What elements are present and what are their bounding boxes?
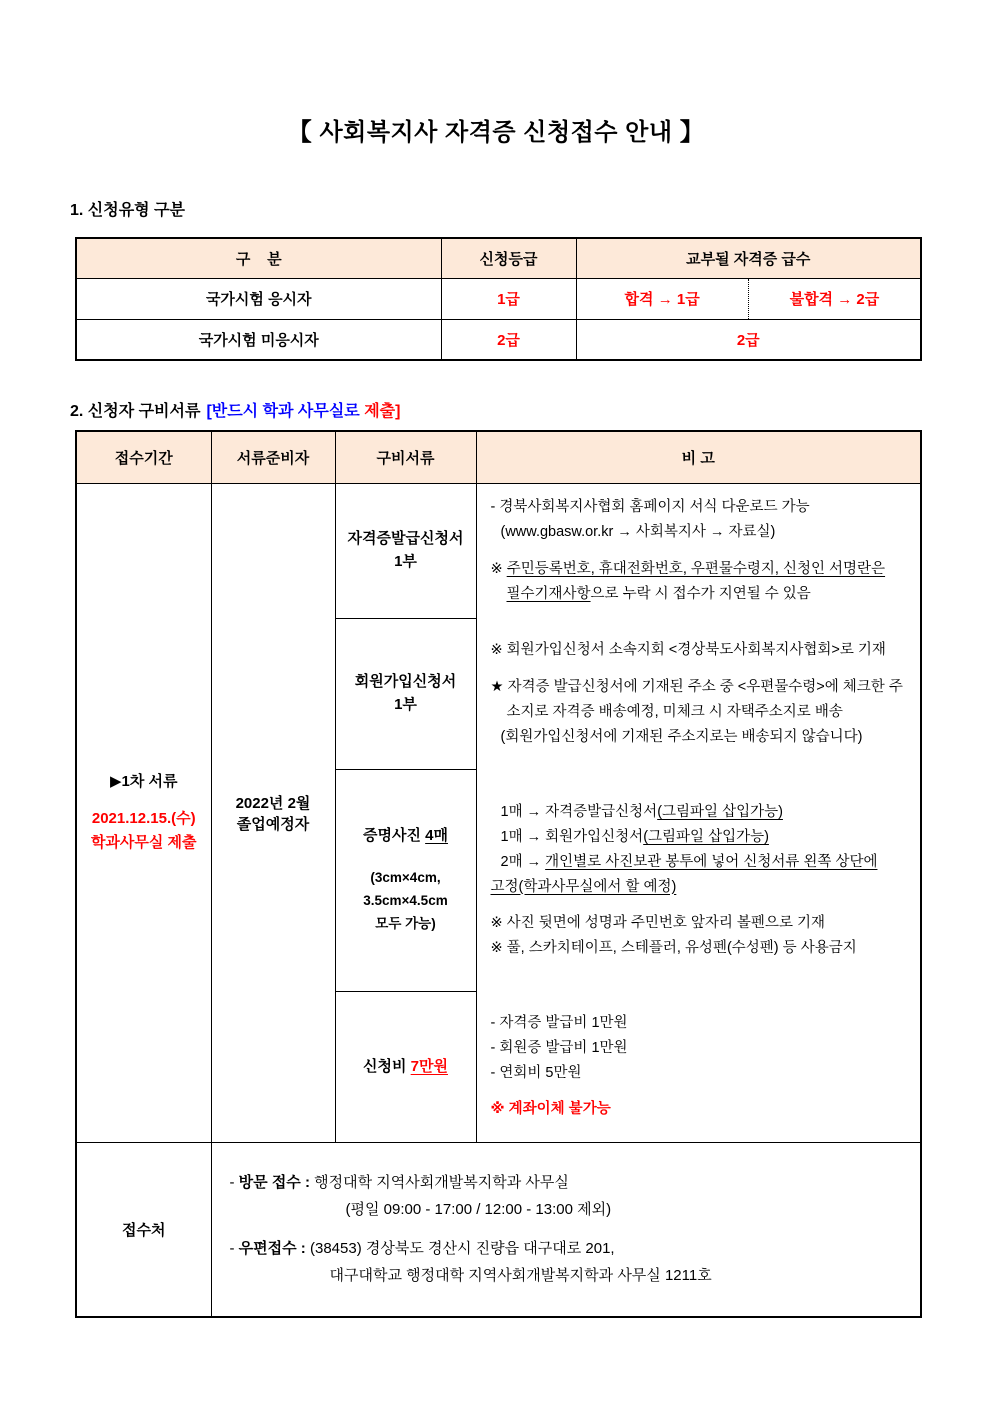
doc1-qty: 1부: [394, 552, 417, 570]
header-documents: 구비서류: [335, 431, 476, 483]
preparer-line2: 졸업예정자: [236, 815, 310, 833]
note3-line2: 1매 → 회원가입신청서(그림파일 삽입가능): [500, 828, 769, 845]
note3-line5: ※ 사진 뒷면에 성명과 주민번호 앞자리 볼펜으로 기재: [490, 915, 825, 932]
cell-exam-taker-issued: [576, 278, 921, 319]
receipt-mail-line: - 우편접수 : (38453) 경상북도 경산시 진량읍 대구대로 201,: [229, 1240, 615, 1258]
section2-heading-note-red: 제출]: [359, 403, 401, 420]
note1-line2: (www.gbasw.or.kr → 사회복지사 → 자료실): [500, 524, 776, 541]
period-date: 2021.12.15.(수): [91, 810, 196, 827]
note4-line3: - 연회비 5만원: [490, 1064, 582, 1081]
note1-line3: ※ 주민등록번호, 휴대전화번호, 우편물수령지, 신청인 서명란은: [490, 561, 886, 577]
doc2-qty: 1부: [394, 695, 417, 713]
receipt-row: [76, 1142, 921, 1317]
note-fees: [477, 992, 921, 1142]
cell-fail-result: 불합격 → 2급: [748, 279, 920, 319]
doc4-fee-line: 신청비 7만원: [363, 1057, 448, 1075]
cell-nontaker-grade: 2급: [441, 319, 576, 360]
note2-line1: ※ 회원가입신청서 소속지회 <경상북도사회복지사협회>로 기재: [490, 642, 886, 659]
cell-preparer: [211, 483, 335, 1142]
header-period: 접수기간: [76, 431, 211, 483]
cell-doc-membership-form: [335, 618, 476, 769]
row-exam-nontaker: [76, 319, 921, 360]
note1-line1: - 경북사회복지사협회 홈페이지 서식 다운로드 가능: [490, 499, 810, 516]
cell-exam-taker-grade: 1급: [441, 278, 576, 319]
cell-nontaker-label: 국가시험 미응시자: [76, 319, 441, 360]
note4-line4: ※ 계좌이체 불가능: [490, 1101, 611, 1118]
doc3-size3: 모두 가능): [375, 916, 436, 932]
preparer-line1: 2022년 2월: [235, 794, 311, 812]
doc3-name: 증명사진 4매: [363, 826, 448, 844]
header-category: 구 분: [76, 238, 441, 278]
cell-receipt-label: 접수처: [76, 1142, 211, 1317]
row-exam-taker: [76, 278, 921, 319]
section2-heading: [70, 398, 400, 421]
apply-type-header-row: [76, 238, 921, 278]
section2-heading-text: 2. 신청자 구비서류: [70, 403, 201, 420]
required-docs-header-row: [76, 431, 921, 483]
cell-period: [76, 483, 211, 1142]
doc3-size1: (3cm×4cm,: [370, 870, 441, 886]
note2-line4: (회원가입신청서에 기재된 주소지로는 배송되지 않습니다): [500, 728, 863, 745]
note3-line3: 2매 → 개인별로 사진보관 봉투에 넣어 신청서류 왼쪽 상단에: [500, 853, 878, 870]
note3-line6: ※ 풀, 스카치테이프, 스테플러, 유성펜(수성펜) 등 사용금지: [490, 940, 857, 957]
note1-line4: 필수기재사항으로 누락 시 접수가 지연될 수 있음: [506, 585, 811, 602]
cell-pass-result: 합격 → 1급: [624, 291, 700, 308]
cell-exam-taker-label: 국가시험 응시자: [76, 278, 441, 319]
note2-line2: ★ 자격증 발급신청서에 기재된 주소 중 <우편물수령>에 체크한 주: [490, 679, 903, 696]
cell-receipt-info: [211, 1142, 921, 1317]
apply-type-table: [75, 237, 922, 361]
doc3-size2: 3.5cm×4.5cm: [363, 893, 448, 909]
section1-heading: [70, 197, 185, 220]
cell-remarks: [476, 483, 921, 1142]
note-certificate-form: [477, 484, 921, 619]
section2-heading-note-blue: [반드시 학과 사무실로: [206, 403, 360, 420]
note3-line1: 1매 → 자격증발급신청서(그림파일 삽입가능): [500, 803, 783, 820]
header-issued-grade: 교부될 자격증 급수: [576, 238, 921, 278]
note4-line2: - 회원증 발급비 1만원: [490, 1039, 628, 1056]
cell-doc-certificate-form: [335, 483, 476, 618]
header-preparer: 서류준비자: [211, 431, 335, 483]
note2-line3: 소지로 자격증 배송예정, 미체크 시 자택주소지로 배송: [506, 704, 843, 720]
header-apply-grade: 신청등급: [441, 238, 576, 278]
page-title: 【 사회복지사 자격증 신청접수 안내 】: [287, 119, 705, 146]
note-membership-form: [477, 619, 921, 770]
period-title: ▶1차 서류: [109, 773, 178, 790]
section1-heading-text: 1. 신청유형 구분: [70, 202, 185, 219]
receipt-mail-line2: 대구대학교 행정대학 지역사회개발복지학과 사무실 1211호: [329, 1267, 712, 1285]
docs-row-1: [76, 483, 921, 618]
cell-nontaker-issued: 2급: [576, 319, 921, 360]
note-photos: [477, 770, 921, 992]
doc1-name: 자격증발급신청서: [347, 530, 464, 548]
cell-doc-fee: [335, 992, 476, 1142]
cell-doc-photos: [335, 769, 476, 991]
required-docs-table: [75, 430, 922, 1318]
note4-line1: - 자격증 발급비 1만원: [490, 1014, 628, 1031]
receipt-visit-line: - 방문 접수 : 행정대학 지역사회개발복지학과 사무실: [229, 1174, 569, 1192]
note3-line4: 고정(학과사무실에서 할 예정): [490, 878, 677, 895]
receipt-visit-hours: (평일 09:00 - 17:00 / 12:00 - 13:00 제외): [345, 1201, 612, 1219]
header-remarks: 비 고: [476, 431, 921, 483]
doc2-name: 회원가입신청서: [354, 673, 457, 691]
period-submit-to: 학과사무실 제출: [90, 834, 197, 851]
doc3-sizes: [336, 867, 476, 936]
